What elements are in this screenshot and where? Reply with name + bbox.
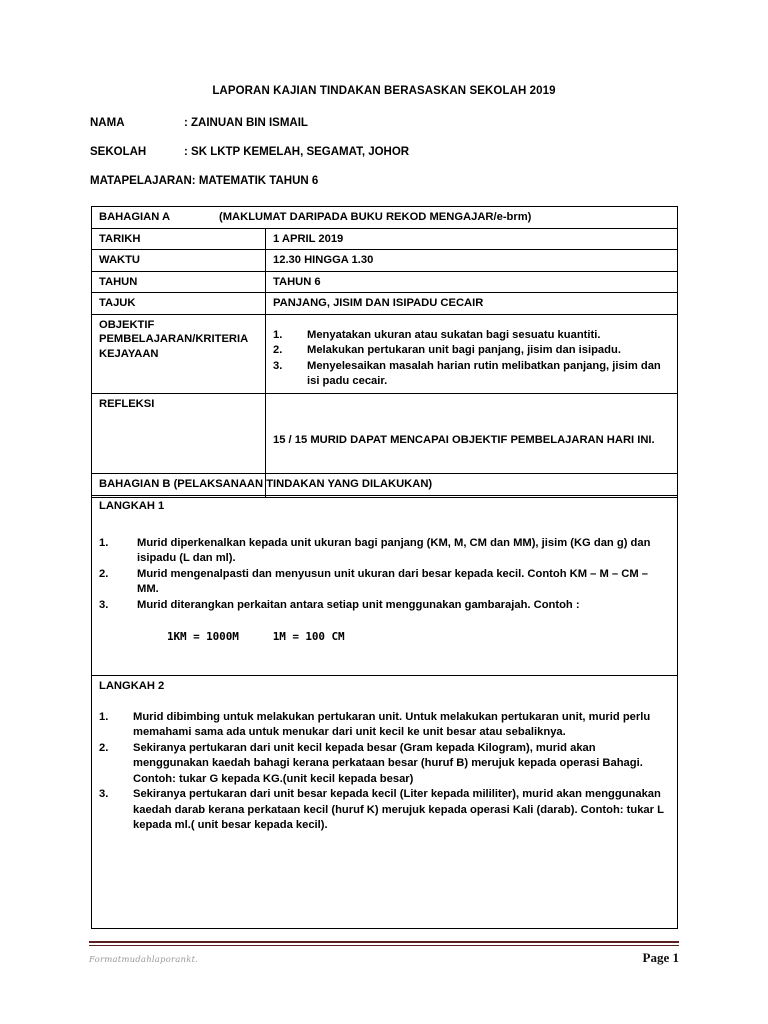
objektif-label-line-3: KEJAYAAN bbox=[99, 347, 159, 360]
bahagian-a-heading-cell bbox=[92, 207, 678, 229]
bahagian-a-label: BAHAGIAN A bbox=[99, 211, 171, 223]
list-item-number: 3. bbox=[99, 788, 109, 800]
meta-row-matapelajaran: MATAPELAJARAN: MATEMATIK TAHUN 6 bbox=[90, 175, 319, 187]
list-item-number: 3. bbox=[273, 359, 283, 372]
table-row-objektif bbox=[92, 314, 678, 393]
meta-value-nama: : ZAINUAN BIN ISMAIL bbox=[184, 117, 308, 129]
langkah-2-list bbox=[99, 710, 669, 834]
list-item-text: Murid mengenalpasti dan menyusun unit ukuran dari besar kepada kecil. Contoh KM – M – CM – MM. bbox=[137, 567, 648, 595]
row-label-refleksi: REFLEKSI bbox=[92, 393, 266, 497]
footer-watermark: Formatmudahlaporankt. bbox=[89, 955, 199, 965]
list-item-number: 2. bbox=[273, 344, 283, 356]
row-value-tahun: TAHUN 6 bbox=[266, 271, 678, 293]
list-item-text: Sekiranya pertukaran dari unit besar kepada kecil (Liter kepada mililiter), murid akan menggunakan kaedah darab kerana perkataan kecil (huruf K) merujuk kepada operasi Kali (darab). Contoh: tukar L kepada ml.( unit besar kepada kecil). bbox=[133, 788, 664, 831]
langkah-1-list bbox=[99, 536, 669, 614]
meta-row-nama bbox=[90, 116, 690, 130]
page-title: LAPORAN KAJIAN TINDAKAN BERASASKAN SEKOLAH 2019 bbox=[212, 85, 556, 97]
list-item bbox=[99, 598, 669, 614]
row-value-tarikh: 1 APRIL 2019 bbox=[266, 228, 678, 250]
row-value-waktu: 12.30 HINGGA 1.30 bbox=[266, 250, 678, 272]
meta-row-sekolah bbox=[90, 145, 690, 159]
equation-km-to-m: 1KM = 1000M bbox=[167, 630, 239, 643]
table-row bbox=[92, 250, 678, 272]
list-item-text: Menyelesaikan masalah harian rutin melibatkan panjang, jisim dan isi padu cecair. bbox=[307, 359, 661, 387]
objektif-list bbox=[273, 328, 671, 390]
unit-conversion-equations bbox=[167, 630, 669, 645]
list-item bbox=[99, 536, 669, 567]
langkah-1-title: LANGKAH 1 bbox=[99, 499, 165, 512]
footer-page-number: Page 1 bbox=[642, 950, 679, 965]
row-value-tajuk: PANJANG, JISIM DAN ISIPADU CECAIR bbox=[266, 293, 678, 315]
list-item bbox=[99, 787, 669, 834]
table-row bbox=[92, 271, 678, 293]
meta-value-sekolah: : SK LKTP KEMELAH, SEGAMAT, JOHOR bbox=[184, 146, 410, 158]
list-item-text: Menyatakan ukuran atau sukatan bagi sesuatu kuantiti. bbox=[307, 328, 601, 341]
row-label-objektif bbox=[92, 314, 266, 393]
footer-divider bbox=[89, 941, 679, 946]
list-item-number: 2. bbox=[99, 567, 109, 580]
meta-label-nama: NAMA bbox=[90, 117, 125, 129]
meta-label-sekolah: SEKOLAH bbox=[90, 146, 147, 158]
list-item bbox=[273, 359, 671, 390]
list-item-number: 1. bbox=[99, 536, 109, 549]
list-item bbox=[99, 710, 669, 741]
bahagian-b-heading-cell: BAHAGIAN B (PELAKSANAAN TINDAKAN YANG DILAKUKAN) bbox=[92, 474, 678, 496]
list-item-text: Murid diperkenalkan kepada unit ukuran bagi panjang (KM, M, CM dan MM), jisim (KG dan g) dan isipadu (L dan ml). bbox=[137, 536, 651, 564]
langkah-1-cell bbox=[92, 495, 678, 675]
list-item-number: 3. bbox=[99, 598, 109, 611]
section-b-table bbox=[91, 473, 678, 929]
list-item-text: Murid diterangkan perkaitan antara setiap unit menggunakan gambarajah. Contoh : bbox=[137, 598, 580, 611]
bahagian-a-detail: (MAKLUMAT DARIPADA BUKU REKOD MENGAJAR/e-brm) bbox=[219, 211, 532, 223]
footer-rule-thin bbox=[89, 945, 679, 946]
table-row bbox=[92, 293, 678, 315]
list-item-number: 1. bbox=[273, 328, 283, 341]
objektif-label-line-2: PEMBELAJARAN/KRITERIA bbox=[99, 333, 249, 345]
list-item-number: 2. bbox=[99, 741, 109, 754]
table-row bbox=[92, 228, 678, 250]
list-item-text: Melakukan pertukaran unit bagi panjang, jisim dan isipadu. bbox=[307, 344, 621, 356]
row-label-waktu: WAKTU bbox=[92, 250, 266, 272]
equation-m-to-cm: 1M = 100 CM bbox=[272, 630, 345, 643]
langkah-2-title: LANGKAH 2 bbox=[99, 679, 165, 692]
list-item bbox=[273, 343, 671, 359]
page-footer bbox=[89, 950, 679, 966]
table-row-bahagian-a-heading bbox=[92, 207, 678, 229]
langkah-2-cell bbox=[92, 675, 678, 928]
table-row-bahagian-b-heading bbox=[92, 474, 678, 496]
refleksi-text: 15 / 15 MURID DAPAT MENCAPAI OBJEKTIF PEMBELAJARAN HARI INI. bbox=[273, 433, 655, 446]
list-item bbox=[99, 567, 669, 598]
list-item-text: Sekiranya pertukaran dari unit kecil kepada besar (Gram kepada Kilogram), murid akan menggunakan kaedah bahagi kerana perkataan besar (huruf B) merujuk kepada operasi Bahagi. Contoh: tukar G kepada KG.(unit kecil kepada besar) bbox=[133, 741, 643, 785]
objektif-label-line-1: OBJEKTIF bbox=[99, 318, 155, 331]
header-meta-block bbox=[90, 116, 690, 188]
table-row-langkah-1 bbox=[92, 495, 678, 675]
list-item-text: Murid dibimbing untuk melakukan pertukaran unit. Untuk melakukan pertukaran unit, murid perlu memahami sama ada untuk menukar dari unit kecil ke unit besar atau sebaliknya. bbox=[133, 710, 651, 738]
list-item bbox=[273, 328, 671, 344]
table-row-langkah-2 bbox=[92, 675, 678, 928]
list-item bbox=[99, 741, 669, 788]
list-item-number: 1. bbox=[99, 710, 109, 723]
row-label-tahun: TAHUN bbox=[92, 271, 266, 293]
section-a-table bbox=[91, 206, 678, 498]
row-label-tajuk: TAJUK bbox=[92, 293, 266, 315]
row-label-tarikh: TARIKH bbox=[92, 228, 266, 250]
row-value-objektif bbox=[266, 314, 678, 393]
